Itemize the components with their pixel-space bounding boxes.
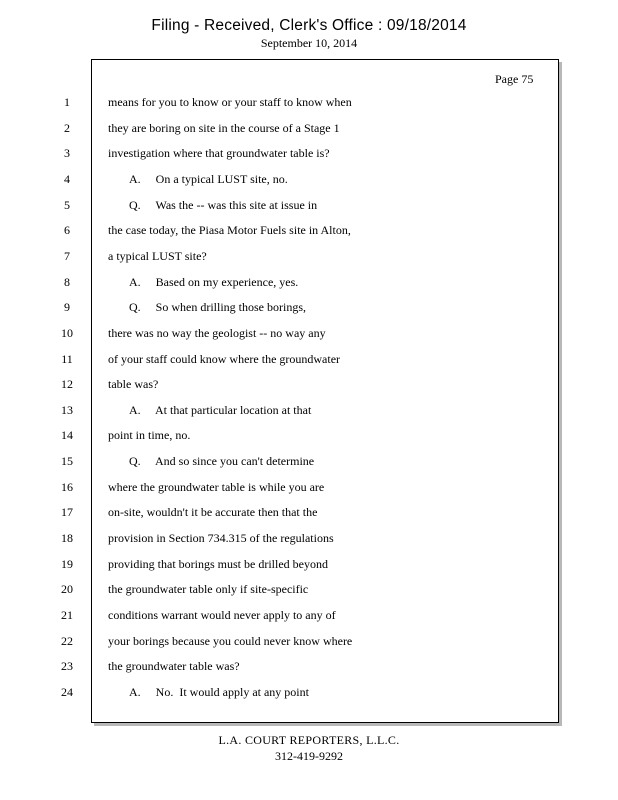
line-number: 24 [61,685,73,699]
line-number: 10 [61,326,73,340]
line-text: Q. Was the -- was this site at issue in [129,198,318,212]
line-text: conditions warrant would never apply to any of [108,608,336,622]
line-number: 2 [64,121,70,135]
line-number: 8 [64,275,70,289]
line-text: A. No. It would apply at any point [129,685,309,699]
line-number: 13 [61,403,73,417]
line-number: 17 [61,505,73,519]
line-number: 9 [64,300,70,314]
line-number: 19 [61,557,73,571]
line-number: 22 [61,634,73,648]
line-text: provision in Section 734.315 of the regulations [108,531,334,545]
line-number: 7 [64,249,70,263]
line-number: 4 [64,172,70,186]
line-number: 20 [61,582,73,596]
line-text: where the groundwater table is while you are [108,480,325,494]
page-number: Page 75 [495,72,534,86]
line-number: 18 [61,531,73,545]
line-text: investigation where that groundwater table is? [108,146,330,160]
line-text: on-site, wouldn't it be accurate then that the [108,505,318,519]
reporter-phone: 312-419-9292 [275,749,343,763]
line-text: Q. So when drilling those borings, [129,300,306,314]
line-text: the groundwater table only if site-specific [108,582,309,596]
line-text: providing that borings must be drilled beyond [108,557,328,571]
line-text: A. Based on my experience, yes. [129,275,299,289]
line-number: 14 [61,428,73,442]
filing-stamp: Filing - Received, Clerk's Office : 09/18/2014 [151,17,467,34]
line-number: 1 [64,95,70,109]
line-number: 23 [61,659,73,673]
line-text: A. On a typical LUST site, no. [129,172,288,186]
line-number: 6 [64,223,70,237]
line-text: there was no way the geologist -- no way any [108,326,326,340]
line-text: your borings because you could never know where [108,634,353,648]
line-text: table was? [108,377,159,391]
line-text: of your staff could know where the groundwater [108,352,341,366]
line-text: Q. And so since you can't determine [129,454,315,468]
line-text: a typical LUST site? [108,249,207,263]
line-text: the case today, the Piasa Motor Fuels site in Alton, [108,223,351,237]
line-number: 5 [64,198,70,212]
line-number: 3 [64,146,70,160]
line-text: they are boring on site in the course of a Stage 1 [108,121,340,135]
line-number: 12 [61,377,73,391]
line-number: 15 [61,454,73,468]
line-text: point in time, no. [108,428,191,442]
line-number: 21 [61,608,73,622]
line-text: means for you to know or your staff to know when [108,95,352,109]
reporter-company: L.A. COURT REPORTERS, L.L.C. [218,733,400,747]
line-text: A. At that particular location at that [129,403,312,417]
transcript-date: September 10, 2014 [260,36,358,50]
line-text: the groundwater table was? [108,659,240,673]
line-number: 11 [61,352,73,366]
line-number: 16 [61,480,73,494]
